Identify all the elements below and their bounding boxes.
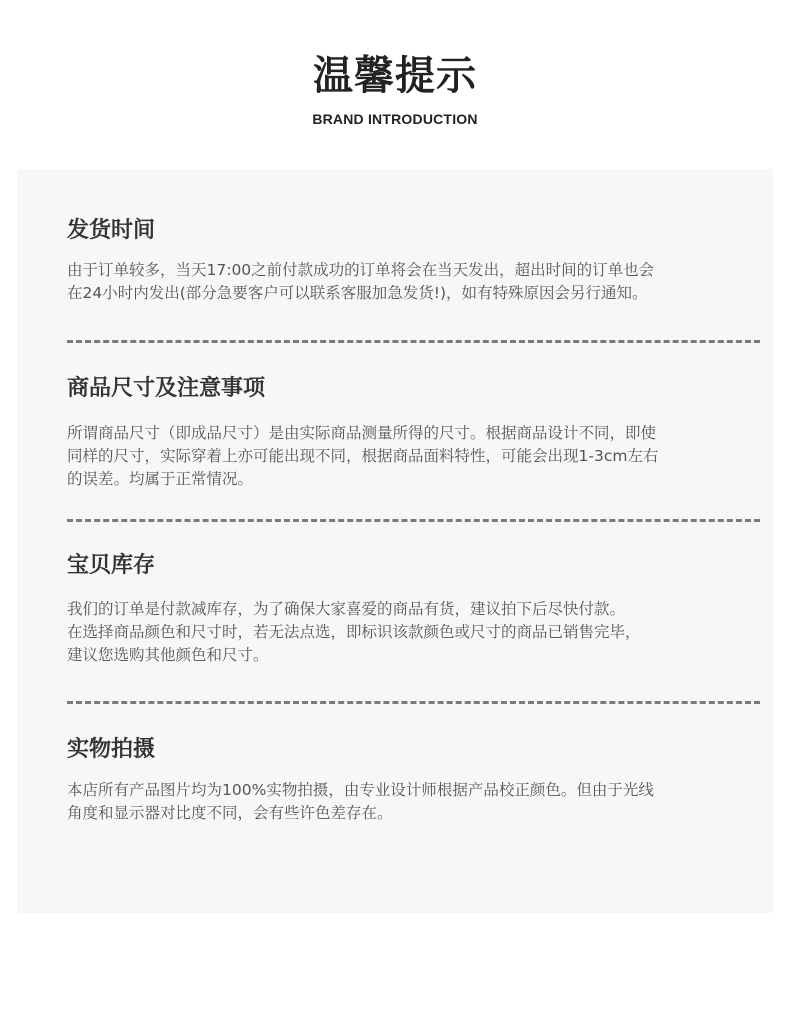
section-divider: [67, 519, 760, 522]
notice-panel: [17, 169, 773, 913]
section-divider: [67, 701, 760, 704]
section-text-line: 建议您选购其他颜色和尺寸。: [67, 646, 269, 664]
section-body-stock: [67, 598, 727, 667]
page-title: 温馨提示: [313, 53, 477, 99]
section-text-line: 由于订单较多，当天17:00之前付款成功的订单将会在当天发出，超出时间的订单也会: [67, 261, 655, 279]
section-title-shipping: 发货时间: [67, 218, 156, 243]
section-text-line: 本店所有产品图片均为100%实物拍摄，由专业设计师根据产品校正颜色。但由于光线: [67, 781, 654, 799]
section-body-size: [67, 422, 727, 491]
section-title-stock: 宝贝库存: [67, 553, 156, 578]
section-text-line: 角度和显示器对比度不同，会有些许色差存在。: [67, 804, 393, 822]
section-text-line: 在选择商品颜色和尺寸时，若无法点选，即标识该款颜色或尺寸的商品已销售完毕，: [67, 623, 641, 641]
page-subtitle: BRAND INTRODUCTION: [312, 111, 478, 127]
section-text-line: 在24小时内发出(部分急要客户可以联系客服加急发货!)，如有特殊原因会另行通知。: [67, 284, 648, 302]
page-header: [0, 0, 790, 150]
section-title-photos: 实物拍摄: [67, 737, 156, 762]
section-text-line: 我们的订单是付款减库存，为了确保大家喜爱的商品有货，建议拍下后尽快付款。: [67, 600, 626, 618]
section-body-shipping: [67, 259, 727, 305]
section-divider: [67, 340, 760, 343]
section-text-line: 所谓商品尺寸（即成品尺寸）是由实际商品测量所得的尺寸。根据商品设计不同，即使: [67, 424, 657, 442]
section-text-line: 的误差。均属于正常情况。: [67, 470, 254, 488]
section-text-line: 同样的尺寸，实际穿着上亦可能出现不同，根据商品面料特性，可能会出现1-3cm左右: [67, 447, 659, 465]
section-body-photos: [67, 779, 727, 825]
section-title-size: 商品尺寸及注意事项: [67, 376, 266, 401]
